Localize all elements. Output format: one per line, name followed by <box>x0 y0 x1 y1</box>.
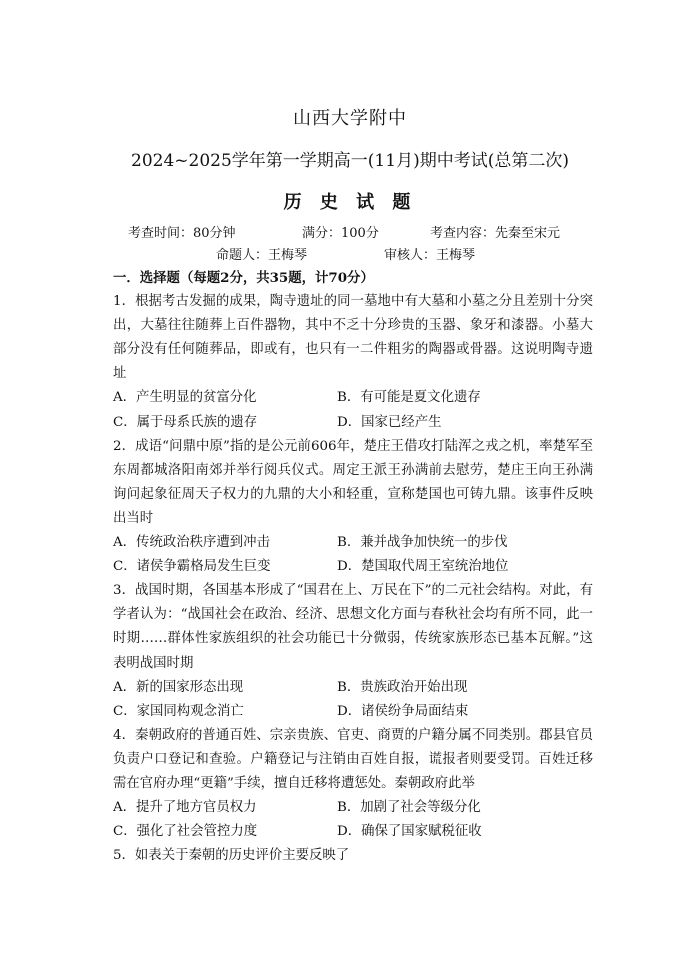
option-c: C．诸侯争霸格局发生巨变 <box>113 559 271 575</box>
exam-content <box>113 266 593 868</box>
exam-scope: 考查内容：先秦至宋元 <box>430 226 561 241</box>
option-list <box>113 796 593 844</box>
question-stem: 3．战国时期，各国基本形成了“国君在上、万民在下”的二元社会结构。对此，有学者认为：“战国社会在政治、经济、思想文化方面与春秋社会均有所不同，此一时期……群体性家族组织的社会功能已十分微弱，传统家族形态已基本瓦解。”这表明战国时期 <box>113 583 593 671</box>
question-stem: 5．如表关于秦朝的历史评价主要反映了 <box>113 848 350 864</box>
option-d: D．楚国取代周王室统治地位 <box>337 559 509 575</box>
section-title: 一．选择题（每题2分，共35题，计70分） <box>113 270 374 286</box>
subject-title: 历 史 试 题 <box>283 192 417 213</box>
full-score: 满分：100分 <box>302 226 379 241</box>
question-reviewer: 审核人：王梅琴 <box>384 248 476 263</box>
option-b: B．有可能是夏文化遗存 <box>337 390 481 406</box>
option-d: D．国家已经产生 <box>337 414 442 430</box>
exam-time: 考查时间：80分钟 <box>128 226 236 241</box>
option-c: C．强化了社会管控力度 <box>113 824 258 840</box>
school-name: 山西大学附中 <box>293 108 407 129</box>
exam-title: 2024~2025学年第一学期高一(11月)期中考试(总第二次) <box>131 151 569 171</box>
option-a: A．新的国家形态出现 <box>113 679 244 695</box>
option-list <box>113 676 593 724</box>
option-a: A．提升了地方官员权力 <box>113 800 257 816</box>
option-a: A．产生明显的贫富分化 <box>113 390 257 406</box>
option-b: B．兼并战争加快统一的步伐 <box>337 535 508 551</box>
question-stem: 2．成语“问鼎中原”指的是公元前606年，楚庄王借攻打陆浑之戎之机，率楚军至东周都城洛阳南郊并举行阅兵仪式。周定王派王孙满前去慰劳，楚庄王向王孙满询问起象征周天子权力的九鼎的大小和轻重，宣称楚国也可铸九鼎。该事件反映出当时 <box>113 438 593 526</box>
question-stem: 4．秦朝政府的普通百姓、宗亲贵族、官吏、商贾的户籍分属不同类别。郡县官员负责户口登记和查验。户籍登记与注销由百姓自报，谎报者则要受罚。百姓迁移需在官府办理“更籍”手续，擅自迁移将遭惩处。秦朝政府此举 <box>113 727 593 791</box>
option-a: A．传统政治秩序遭到冲击 <box>113 535 270 551</box>
option-c: C．家国同构观念消亡 <box>113 703 244 719</box>
option-b: B．贵族政治开始出现 <box>337 679 468 695</box>
option-list <box>113 531 593 579</box>
option-list <box>113 386 593 434</box>
option-d: D．诸侯纷争局面结束 <box>337 703 469 719</box>
option-b: B．加剧了社会等级分化 <box>337 800 481 816</box>
question-author: 命题人：王梅琴 <box>216 248 308 263</box>
option-d: D．确保了国家赋税征收 <box>337 824 482 840</box>
question-stem: 1．根据考古发掘的成果，陶寺遗址的同一墓地中有大墓和小墓之分且差别十分突出，大墓往往随葬上百件器物，其中不乏十分珍贵的玉器、象牙和漆器。小墓大部分没有任何随葬品，即或有，也只有一二件粗劣的陶器或骨器。这说明陶寺遗址 <box>113 294 593 382</box>
option-c: C．属于母系氏族的遗存 <box>113 414 258 430</box>
